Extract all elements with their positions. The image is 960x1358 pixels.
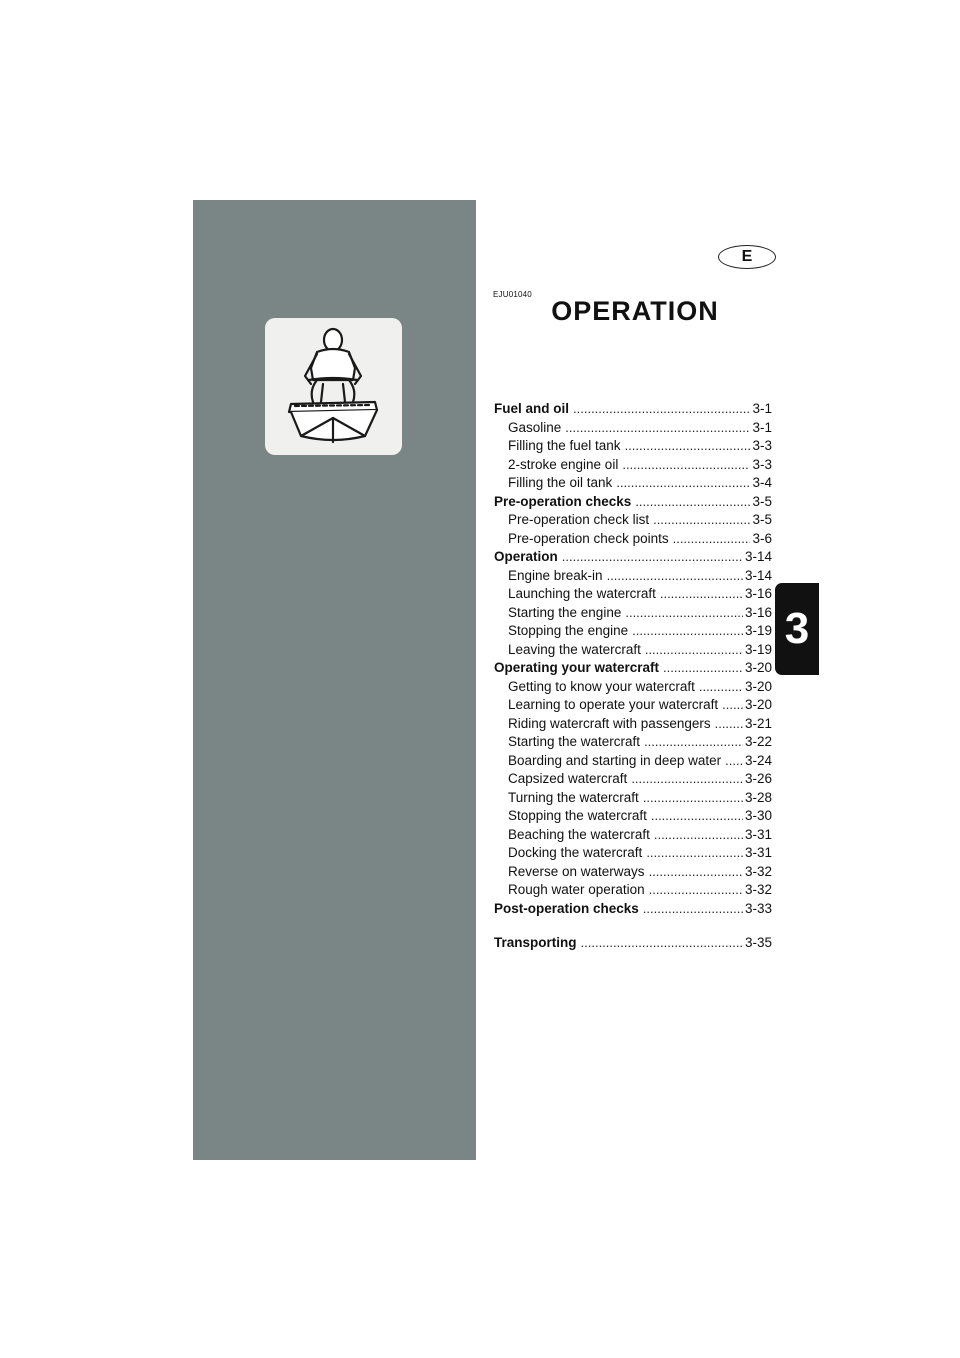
- toc-subsection-entry[interactable]: [494, 456, 772, 475]
- toc-entry-label: Pre-operation check points: [508, 530, 669, 546]
- toc-page-number: 3-14: [744, 549, 772, 564]
- toc-entry-label: Operation: [494, 549, 558, 564]
- toc-page-number: 3-21: [744, 715, 772, 731]
- toc-leader-dots: [654, 826, 743, 845]
- toc-entry-label: Pre-operation check list: [508, 512, 650, 527]
- toc-page-number: 3-16: [744, 604, 772, 620]
- toc-entry-label: Boarding and starting in deep water: [508, 752, 722, 768]
- toc-subsection-entry[interactable]: [494, 715, 772, 734]
- toc-entry-label: Reverse on waterways: [508, 863, 645, 879]
- toc-entry-label: Docking the watercraft: [508, 845, 643, 860]
- toc-entry-label: Launching the watercraft: [508, 586, 656, 601]
- toc-leader-dots: [649, 881, 743, 900]
- toc-leader-dots: [635, 493, 750, 512]
- toc-subsection-entry[interactable]: [494, 863, 772, 882]
- table-of-contents: [494, 400, 772, 953]
- toc-entry-label: Beaching the watercraft: [508, 826, 650, 842]
- toc-leader-dots: [632, 622, 743, 641]
- toc-leader-dots: [565, 419, 750, 438]
- toc-entry-label: Starting the watercraft: [508, 734, 641, 749]
- toc-page-number: 3-5: [752, 493, 772, 509]
- toc-leader-dots: [653, 511, 750, 530]
- language-badge: E: [718, 245, 776, 269]
- toc-leader-dots: [622, 456, 750, 475]
- toc-entry-label: Gasoline: [508, 419, 562, 435]
- toc-subsection-entry[interactable]: [494, 437, 772, 456]
- toc-entry-label: Leaving the watercraft: [508, 641, 641, 657]
- toc-leader-dots: [660, 585, 743, 604]
- toc-page-number: 3-5: [752, 512, 772, 527]
- toc-section-entry[interactable]: [494, 900, 772, 919]
- toc-entry-label: Post-operation checks: [494, 900, 639, 916]
- toc-leader-dots: [645, 641, 743, 660]
- toc-leader-dots: [644, 733, 743, 752]
- toc-entry-label: Riding watercraft with passengers: [508, 715, 711, 731]
- toc-page-number: 3-30: [744, 808, 772, 823]
- toc-entry-label: Engine break-in: [508, 567, 603, 583]
- toc-entry-label: Starting the engine: [508, 604, 622, 620]
- toc-page-number: 3-1: [752, 419, 772, 435]
- toc-subsection-entry[interactable]: [494, 807, 772, 826]
- toc-section-entry[interactable]: [494, 493, 772, 512]
- toc-subsection-entry[interactable]: [494, 881, 772, 900]
- toc-page-number: 3-31: [744, 826, 772, 842]
- toc-subsection-entry[interactable]: [494, 733, 772, 752]
- toc-subsection-entry[interactable]: [494, 567, 772, 586]
- toc-leader-dots: [616, 474, 750, 493]
- toc-section-entry[interactable]: [494, 934, 772, 953]
- page-title: OPERATION: [551, 296, 719, 326]
- toc-page-number: 3-4: [752, 475, 772, 490]
- toc-entry-label: 2-stroke engine oil: [508, 456, 619, 472]
- toc-entry-label: Stopping the engine: [508, 623, 629, 638]
- toc-subsection-entry[interactable]: [494, 511, 772, 530]
- toc-page-number: 3-1: [752, 401, 772, 416]
- toc-leader-dots: [625, 604, 743, 623]
- toc-entry-label: Operating your watercraft: [494, 660, 660, 675]
- chapter-tab[interactable]: 3: [775, 583, 819, 675]
- toc-subsection-entry[interactable]: [494, 678, 772, 697]
- toc-page-number: 3-32: [744, 863, 772, 879]
- toc-page-number: 3-19: [744, 623, 772, 638]
- toc-subsection-entry[interactable]: [494, 789, 772, 808]
- toc-page-number: 3-20: [744, 660, 772, 675]
- toc-entry-label: Fuel and oil: [494, 401, 570, 416]
- toc-subsection-entry[interactable]: [494, 844, 772, 863]
- toc-page-number: 3-14: [744, 567, 772, 583]
- toc-page-number: 3-20: [744, 678, 772, 694]
- toc-page-number: 3-3: [752, 456, 772, 472]
- toc-page-number: 3-19: [744, 641, 772, 657]
- toc-leader-dots: [715, 715, 743, 734]
- toc-entry-label: Turning the watercraft: [508, 789, 639, 805]
- toc-leader-dots: [607, 567, 743, 586]
- toc-page-number: 3-24: [744, 752, 772, 768]
- toc-leader-dots: [699, 678, 743, 697]
- reference-code: EJU01040: [493, 290, 532, 299]
- toc-leader-dots: [646, 844, 743, 863]
- toc-entry-label: Capsized watercraft: [508, 771, 628, 786]
- toc-entry-label: Filling the fuel tank: [508, 438, 621, 453]
- toc-page-number: 3-32: [744, 882, 772, 897]
- toc-section-entry[interactable]: [494, 659, 772, 678]
- toc-leader-dots: [631, 770, 743, 789]
- toc-page-number: 3-20: [744, 697, 772, 712]
- toc-subsection-entry[interactable]: [494, 585, 772, 604]
- toc-leader-dots: [562, 548, 743, 567]
- toc-subsection-entry[interactable]: [494, 419, 772, 438]
- toc-page-number: 3-28: [744, 789, 772, 805]
- toc-leader-dots: [643, 900, 743, 919]
- toc-leader-dots: [643, 789, 743, 808]
- toc-subsection-entry[interactable]: [494, 604, 772, 623]
- toc-entry-label: Filling the oil tank: [508, 475, 613, 490]
- toc-subsection-entry[interactable]: [494, 641, 772, 660]
- toc-subsection-entry[interactable]: [494, 622, 772, 641]
- toc-page-number: 3-35: [744, 935, 772, 950]
- toc-subsection-entry[interactable]: [494, 752, 772, 771]
- toc-entry-label: Rough water operation: [508, 882, 645, 897]
- toc-page-number: 3-6: [752, 530, 772, 546]
- toc-leader-dots: [722, 696, 743, 715]
- toc-section-entry[interactable]: [494, 400, 772, 419]
- toc-subsection-entry[interactable]: [494, 770, 772, 789]
- toc-page-number: 3-3: [752, 438, 772, 453]
- toc-leader-dots: [573, 400, 750, 419]
- toc-subsection-entry[interactable]: [494, 474, 772, 493]
- toc-leader-dots: [625, 437, 751, 456]
- rider-on-watercraft-icon: [265, 318, 402, 455]
- toc-leader-dots: [725, 752, 743, 771]
- toc-section-entry[interactable]: [494, 548, 772, 567]
- toc-entry-label: Learning to operate your watercraft: [508, 697, 719, 712]
- toc-subsection-entry[interactable]: [494, 826, 772, 845]
- toc-entry-label: Transporting: [494, 935, 577, 950]
- toc-page-number: 3-22: [744, 734, 772, 749]
- toc-subsection-entry[interactable]: [494, 696, 772, 715]
- toc-entry-label: Pre-operation checks: [494, 493, 632, 509]
- toc-leader-dots: [651, 807, 743, 826]
- toc-leader-dots: [581, 934, 743, 953]
- toc-page-number: 3-33: [744, 900, 772, 916]
- illustration-card: [265, 318, 402, 455]
- toc-page-number: 3-31: [744, 845, 772, 860]
- toc-entry-label: Getting to know your watercraft: [508, 678, 695, 694]
- toc-leader-dots: [663, 659, 743, 678]
- toc-page-number: 3-16: [744, 586, 772, 601]
- toc-entry-label: Stopping the watercraft: [508, 808, 647, 823]
- toc-leader-dots: [673, 530, 751, 549]
- toc-leader-dots: [649, 863, 743, 882]
- toc-subsection-entry[interactable]: [494, 530, 772, 549]
- toc-page-number: 3-26: [744, 771, 772, 786]
